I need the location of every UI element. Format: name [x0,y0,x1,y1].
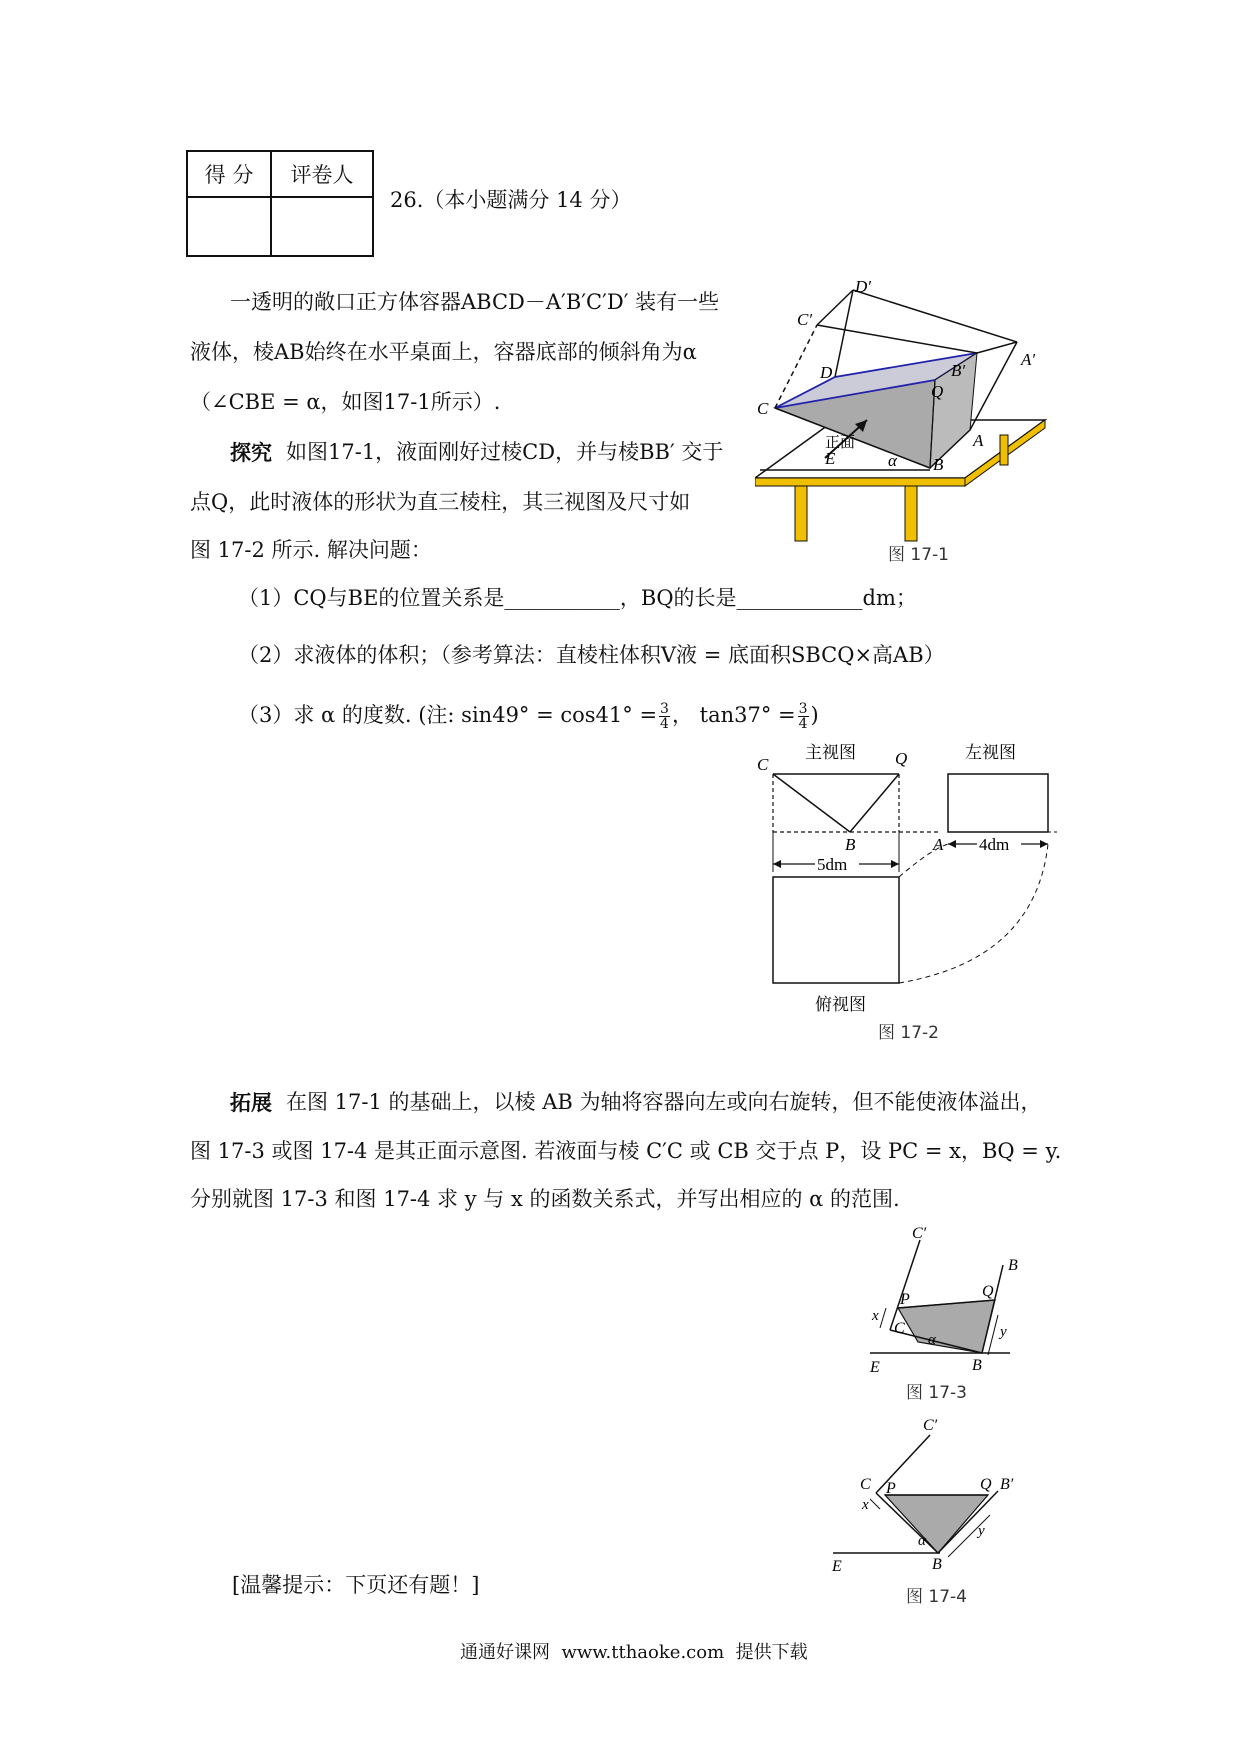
label-x: x [862,1497,869,1513]
label-A: A [933,835,944,854]
explore-line-1: 如图17-1，液面刚好过棱CD，并与棱BB′ 交于 [286,440,724,464]
figure-17-2 [755,740,1065,1040]
label-C: C [757,755,769,774]
footer-text: 通通好课网 www.tthaoke.com 提供下载 [460,1642,808,1663]
score-header: 得 分 [187,151,271,197]
label-A1: A′ [1021,350,1036,369]
left-view-label: 左视图 [965,743,1016,762]
fraction-tan [798,702,809,731]
top-view-rect [773,877,899,983]
label-D: D [820,363,833,382]
intro-line-2: 液体，棱AB始终在水平桌面上，容器底部的倾斜角为α [190,340,697,364]
extend-title: 拓展 [230,1090,272,1115]
dim-arrow [1040,840,1048,848]
label-B: B [972,1357,982,1374]
dim-x [880,1308,886,1328]
label-P: P [900,1291,910,1308]
dim-arrow [891,860,899,868]
label-B: B [932,1556,942,1573]
extend-line-1: 在图 17-1 的基础上，以棱 AB 为轴将容器向左或向右旋转，但不能使液体溢出， [286,1090,1042,1114]
edge-CC1 [876,1435,930,1493]
edge-B1A1 [977,342,1017,353]
top-view-label: 俯视图 [815,995,866,1014]
label-y: y [1000,1324,1007,1340]
part-3-text-a: （3）求 α 的度数. (注: sin49° = cos41° = [238,703,658,727]
label-C1: C′ [912,1225,927,1242]
grader-cell [271,197,373,256]
figure-17-1 [755,280,1055,560]
part-3-text-b: ， tan37° = [671,703,796,727]
figure-17-3 [860,1220,1040,1380]
fraction-num: 3 [660,701,669,717]
label-Q: Q [980,1476,992,1493]
left-view-rect [948,774,1048,832]
main-edge-BQ [850,774,899,832]
label-C1: C′ [923,1417,938,1434]
label-B1: B′ [1000,1476,1014,1493]
table-leg [795,486,807,541]
intro-line-1: 一透明的敞口正方体容器ABCD－A′B′C′D′ 装有一些 [230,290,720,314]
label-E: E [832,1558,842,1575]
label-C: C [860,1476,871,1493]
label-alpha: α [918,1533,926,1549]
dim-x [870,1499,880,1509]
explore-title: 探究 [230,440,272,465]
intro-line-3: （∠CBE = α，如图17-1所示）. [190,390,501,414]
part-2: （2）求液体的体积；（参考算法：直棱柱体积V液 = 底面积SBCQ×高AB） [238,643,945,667]
edge-D1A1 [853,290,1017,342]
fraction-sin [659,702,670,731]
label-y: y [978,1523,985,1539]
label-x: x [872,1308,879,1324]
label-Q: Q [931,382,944,401]
label-C: C [757,399,769,418]
caption-fig-17-4: 图 17-4 [906,1587,967,1607]
liquid-section [898,1300,995,1353]
question-number: 26.（本小题满分 14 分） [390,188,632,212]
label-E: E [870,1359,880,1376]
fraction-num: 3 [798,701,808,717]
label-B1: B′ [951,361,966,380]
label-Q: Q [982,1283,994,1300]
dim-4dm-label: 4dm [979,835,1010,854]
explore-line-2: 点Q，此时液体的形状为直三棱柱，其三视图及尺寸如 [190,490,691,514]
explore-line-3: 图 17-2 所示. 解决问题： [190,538,432,562]
label-B-top: B [1008,1257,1018,1274]
figure-17-4 [828,1405,1038,1575]
dim-5dm-label: 5dm [817,855,848,874]
table-leg [1000,435,1008,465]
main-edge-CB [773,774,850,832]
grader-header: 评卷人 [271,151,373,197]
arc-large [899,844,1048,983]
table-leg [905,486,917,541]
part-1: （1）CQ与BE的位置关系是___________，BQ的长是____________dm； [238,586,917,610]
liquid-section [885,1495,988,1553]
label-Q: Q [895,749,908,768]
fraction-den: 4 [660,716,669,732]
hint-text: [温馨提示：下页还有题！] [232,1573,480,1597]
label-alpha: α [888,451,897,470]
label-P: P [886,1480,896,1497]
label-alpha: α [928,1332,936,1348]
label-C1: C′ [797,310,813,329]
label-A: A [973,431,984,450]
table-front-edge [755,478,965,486]
extend-line-2: 图 17-3 或图 17-4 是其正面示意图. 若液面与棱 C′C 或 CB 交于点 P，设 PC = x，BQ = y. [190,1139,1062,1163]
caption-fig-17-2: 图 17-2 [878,1023,939,1043]
dim-arrow [948,840,956,848]
score-cell [187,197,271,256]
main-view-label: 主视图 [805,743,856,762]
label-B: B [845,835,856,854]
label-C: C [894,1320,905,1337]
edge-DD1 [835,290,853,377]
dim-arrow [773,860,781,868]
caption-fig-17-3: 图 17-3 [906,1383,967,1403]
label-E: E [825,449,836,468]
score-table [186,150,374,257]
label-D1: D′ [855,280,871,296]
label-B: B [933,455,944,474]
front-label: 正面 [825,435,856,451]
extend-line-3: 分别就图 17-3 和图 17-4 求 y 与 x 的函数关系式，并写出相应的 α 的范围. [190,1187,900,1211]
fraction-den: 4 [798,716,808,732]
part-3: （3）求 α 的度数. (注: sin49° = cos41° = $\frac{3}{4}$ ， tan37° = $\frac{3}{4}$ ) [238,701,819,732]
caption-fig-17-1: 图 17-1 [888,545,949,565]
